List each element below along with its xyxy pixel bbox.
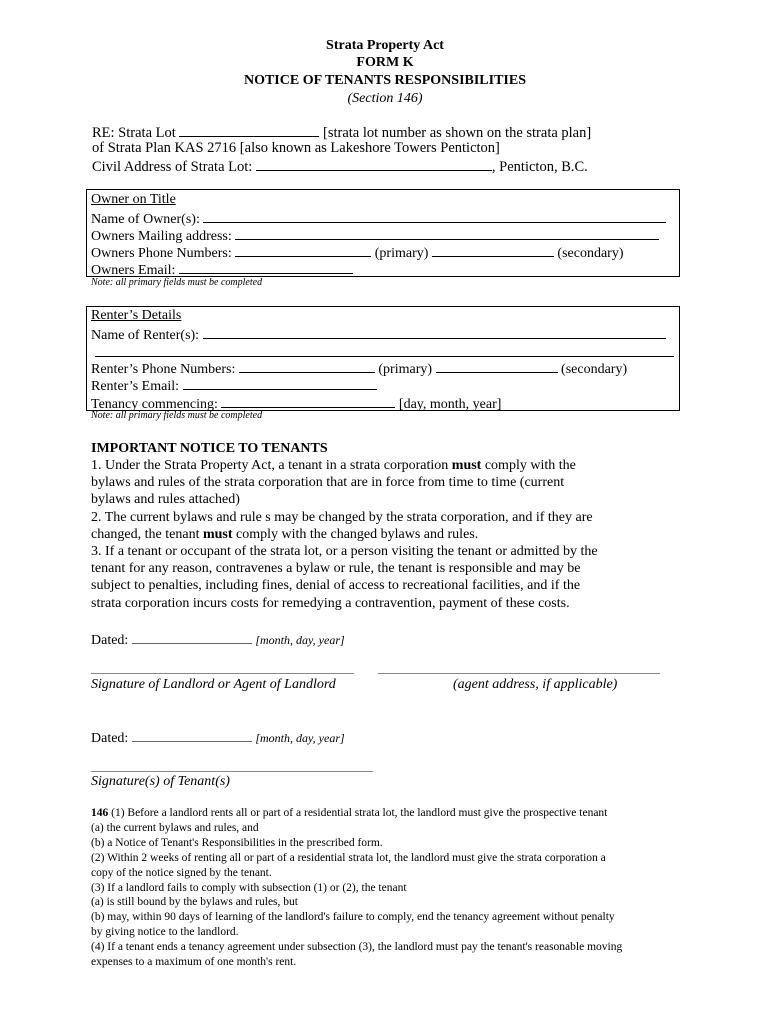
landlord-date-field[interactable] <box>132 630 252 644</box>
strata-lot-field[interactable] <box>179 123 319 137</box>
owner-phone-label: Owners Phone Numbers: <box>91 246 232 261</box>
renter-secondary-label: (secondary) <box>561 362 628 377</box>
owner-note: Note: all primary fields must be completed <box>91 277 263 288</box>
tenancy-label: Tenancy commencing: <box>91 397 218 412</box>
renter-heading: Renter’s Details <box>91 308 182 323</box>
renter-email-row <box>91 376 377 395</box>
owner-email-field[interactable] <box>179 260 353 274</box>
tenant-date-hint: [month, day, year] <box>255 731 345 745</box>
landlord-signature-label: Signature of Landlord or Agent of Landlord <box>91 677 336 692</box>
notice-p2b: changed, the tenant <box>91 527 203 542</box>
civil-address-field[interactable] <box>256 157 492 171</box>
notice-p2-line1: 2. The current bylaws and rule s may be changed by the strata corporation, and if they are <box>91 510 593 525</box>
owner-secondary-label: (secondary) <box>557 246 624 261</box>
renter-primary-label: (primary) <box>378 362 433 377</box>
s146-line6: (3) If a landlord fails to comply with subsection (1) or (2), the tenant <box>91 882 407 894</box>
s146-line3: (b) a Notice of Tenant's Responsibilities in the prescribed form. <box>91 837 383 849</box>
renter-name-row <box>91 325 666 344</box>
tenant-dated-row <box>91 728 345 747</box>
s146-number: 146 <box>91 807 109 819</box>
notice-p3-line2: tenant for any reason, contravenes a bylaw or rule, the tenant is responsible and may be <box>91 561 581 576</box>
s146-line10: (4) If a tenant ends a tenancy agreement under subsection (3), the landlord must pay the tenant's reasonable moving <box>91 941 623 953</box>
renter-email-field[interactable] <box>183 376 377 390</box>
tenant-signature-label: Signature(s) of Tenant(s) <box>91 774 230 789</box>
notice-p3-line1: 3. If a tenant or occupant of the strata lot, or a person visiting the tenant or admitted by the <box>91 544 598 559</box>
notice-p1-line2: bylaws and rules of the strata corporation that are in force from time to time (current <box>91 475 565 490</box>
owner-mailing-field[interactable] <box>235 226 659 240</box>
act-title: Strata Property Act <box>326 38 444 53</box>
s146-line11: expenses to a maximum of one month's rent. <box>91 956 297 968</box>
landlord-date-hint: [month, day, year] <box>255 633 345 647</box>
owner-email-label: Owners Email: <box>91 263 176 278</box>
renter-phone-secondary-field[interactable] <box>436 359 558 373</box>
notice-p1-must: must <box>451 458 482 473</box>
page-title: NOTICE OF TENANTS RESPONSIBILITIES <box>243 73 527 88</box>
s146-line4: (2) Within 2 weeks of renting all or part of a residential strata lot, the landlord must give the strata corporation a <box>91 852 606 864</box>
tenancy-hint: [day, month, year] <box>398 397 502 412</box>
re-lot-label: RE: Strata Lot <box>92 125 176 141</box>
renter-name-label: Name of Renter(s): <box>91 328 200 343</box>
notice-heading: IMPORTANT NOTICE TO TENANTS <box>91 441 328 456</box>
landlord-dated-row <box>91 630 345 649</box>
renter-phone-label: Renter’s Phone Numbers: <box>91 362 236 377</box>
owner-name-label: Name of Owner(s): <box>91 212 200 227</box>
strata-plan-line: of Strata Plan KAS 2716 [also known as Lakeshore Towers Penticton] <box>92 140 500 156</box>
notice-p1-line1 <box>91 458 576 474</box>
renter-phone-primary-field[interactable] <box>239 359 375 373</box>
renter-email-label: Renter’s Email: <box>91 379 179 394</box>
notice-p3-line4: strata corporation incurs costs for remedying a contravention, payment of these costs. <box>91 596 570 611</box>
renter-name-field[interactable] <box>203 325 666 339</box>
notice-p1b: comply with the <box>481 458 576 473</box>
agent-address-line[interactable] <box>378 673 660 674</box>
form-label: FORM K <box>356 55 414 70</box>
tenancy-date-field[interactable] <box>221 394 395 408</box>
owner-heading: Owner on Title <box>91 192 176 207</box>
s146-l1: (1) Before a landlord rents all or part of a residential strata lot, the landlord must give the prospective tenant <box>108 807 608 819</box>
agent-address-label: (agent address, if applicable) <box>453 677 618 692</box>
s146-line9: by giving notice to the landlord. <box>91 926 239 938</box>
owner-phone-secondary-field[interactable] <box>432 243 554 257</box>
s146-line5: copy of the notice signed by the tenant. <box>91 867 272 879</box>
owner-name-field[interactable] <box>203 209 666 223</box>
tenant-date-field[interactable] <box>132 728 252 742</box>
section-ref: (Section 146) <box>347 91 423 106</box>
civil-address-suffix: , Penticton, B.C. <box>491 159 588 175</box>
civil-address-label: Civil Address of Strata Lot: <box>92 159 253 175</box>
notice-p2-must: must <box>202 527 233 542</box>
renter-note: Note: all primary fields must be completed <box>91 410 263 421</box>
notice-p3-line3: subject to penalties, including fines, denial of access to recreational facilities, and if the <box>91 578 581 593</box>
notice-p2c: comply with the changed bylaws and rules. <box>232 527 479 542</box>
s146-line8: (b) may, within 90 days of learning of the landlord's failure to comply, end the tenancy agreement without penalty <box>91 911 615 923</box>
renter-name-field-line-2[interactable] <box>95 356 674 357</box>
s146-line7: (a) is still bound by the bylaws and rules, but <box>91 896 298 908</box>
landlord-dated-label: Dated: <box>91 633 129 648</box>
re-lot-note: [strata lot number as shown on the strata plan] <box>323 125 592 141</box>
tenant-signature-line[interactable] <box>91 771 373 772</box>
owner-mailing-label: Owners Mailing address: <box>91 229 232 244</box>
owner-primary-label: (primary) <box>374 246 429 261</box>
notice-p1-line3: bylaws and rules attached) <box>91 492 240 507</box>
landlord-signature-line[interactable] <box>91 673 354 674</box>
tenant-dated-label: Dated: <box>91 731 129 746</box>
notice-p2-line2 <box>91 527 478 543</box>
civil-address-row <box>92 157 588 176</box>
s146-line1 <box>91 806 607 821</box>
owner-phone-primary-field[interactable] <box>235 243 371 257</box>
s146-line2: (a) the current bylaws and rules, and <box>91 822 259 834</box>
notice-p1a: 1. Under the Strata Property Act, a tenant in a strata corporation <box>91 458 452 473</box>
